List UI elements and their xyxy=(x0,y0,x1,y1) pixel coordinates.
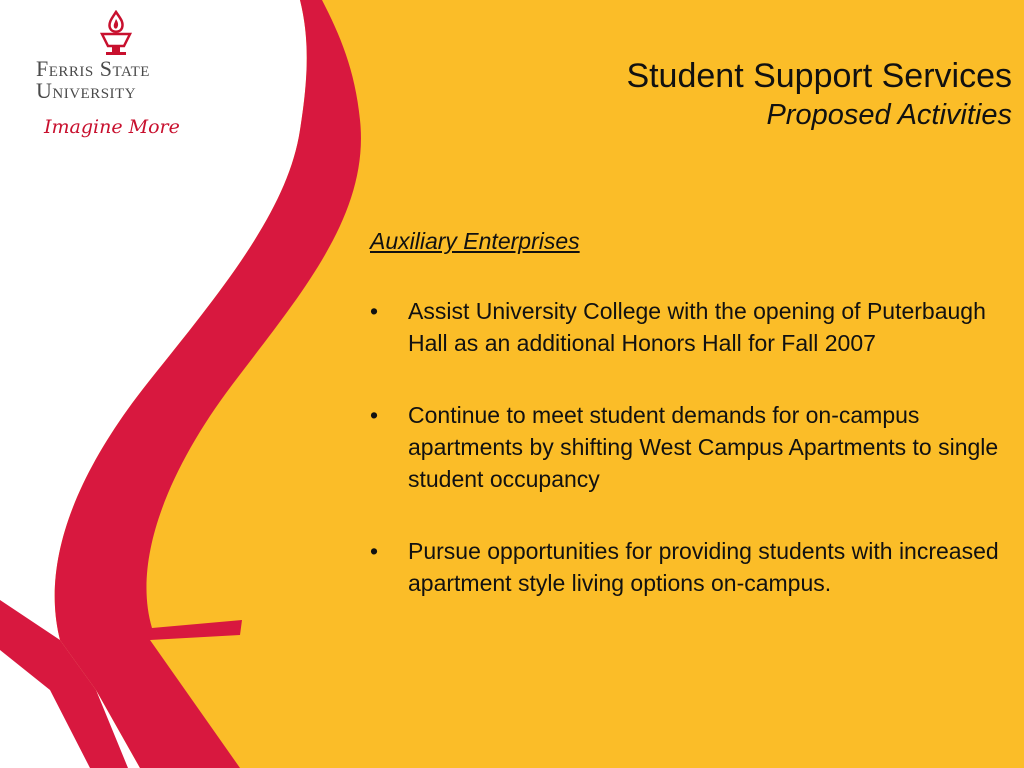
bullet-item xyxy=(370,295,1010,359)
slide-title: Student Support Services xyxy=(626,57,1012,95)
university-name xyxy=(36,58,206,102)
university-name-line2: University xyxy=(36,78,137,103)
bullet-text: Continue to meet student demands for on-campus apartments by shifting West Campus Apartments to single student occupancy xyxy=(408,402,999,492)
slide-subtitle: Proposed Activities xyxy=(766,99,1012,131)
bullet-icon: • xyxy=(370,402,379,428)
bullet-list xyxy=(370,295,1010,599)
bullet-text: Pursue opportunities for providing students with increased apartment style living options on-campus. xyxy=(408,538,999,596)
section-heading: Auxiliary Enterprises xyxy=(370,228,580,254)
slide-content xyxy=(370,228,1010,639)
bullet-item xyxy=(370,399,1010,495)
university-name-line1: Ferris State xyxy=(36,56,150,81)
bullet-icon: • xyxy=(370,298,379,324)
bullet-item xyxy=(370,535,1010,599)
bullet-icon: • xyxy=(370,538,379,564)
bullet-text: Assist University College with the opening of Puterbaugh Hall as an additional Honors Hall for Fall 2007 xyxy=(408,298,986,356)
title-block xyxy=(626,56,1012,134)
torch-icon xyxy=(94,10,138,56)
university-tagline: Imagine More xyxy=(44,116,180,138)
